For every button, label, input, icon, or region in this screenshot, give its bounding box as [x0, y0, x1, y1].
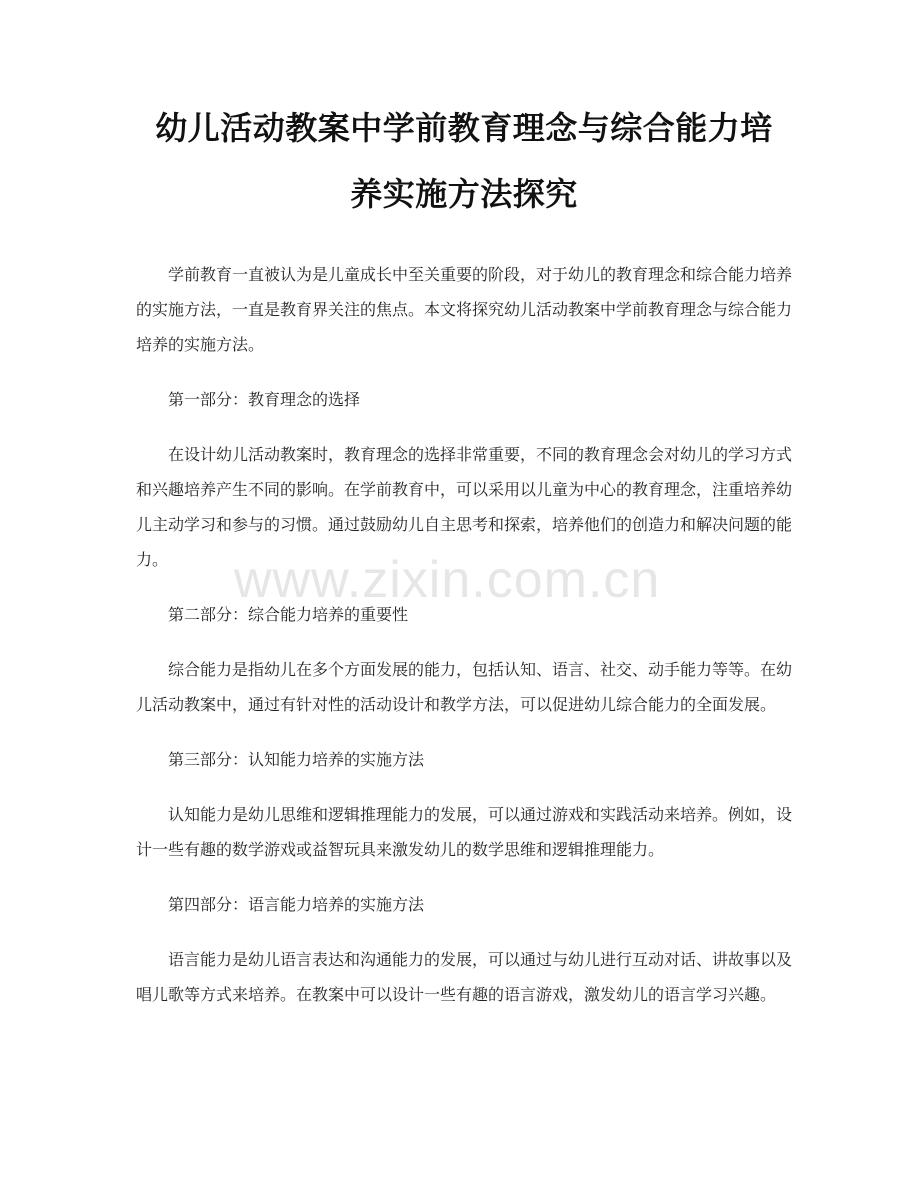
document-title [136, 95, 792, 227]
section-heading-1: 第一部分：教育理念的选择 [168, 390, 361, 409]
section-heading-3: 第三部分：认知能力培养的实施方法 [168, 750, 425, 769]
section-paragraph-4: 语言能力是幼儿语言表达和沟通能力的发展，可以通过与幼儿进行互动对话、讲故事以及唱儿歌等方式来培养。在教案中可以设计一些有趣的语言游戏，激发幼儿的语言学习兴趣。 [136, 950, 793, 1004]
section-paragraph-1: 在设计幼儿活动教案时，教育理念的选择非常重要，不同的教育理念会对幼儿的学习方式和兴趣培养产生不同的影响。在学前教育中，可以采用以儿童为中心的教育理念，注重培养幼儿主动学习和参与的习惯。通过鼓励幼儿自主思考和探索，培养他们的创造力和解决问题的能力。 [136, 445, 793, 569]
section-heading-2: 第二部分：综合能力培养的重要性 [168, 605, 409, 624]
title-line-2: 养实施方法探究 [350, 175, 578, 213]
section-paragraph-2: 综合能力是指幼儿在多个方面发展的能力，包括认知、语言、社交、动手能力等等。在幼儿活动教案中，通过有针对性的活动设计和教学方法，可以促进幼儿综合能力的全面发展。 [136, 660, 793, 714]
title-line-1: 幼儿活动教案中学前教育理念与综合能力培 [155, 109, 773, 147]
section-paragraph-3: 认知能力是幼儿思维和逻辑推理能力的发展，可以通过游戏和实践活动来培养。例如，设计一些有趣的数学游戏或益智玩具来激发幼儿的数学思维和逻辑推理能力。 [136, 805, 793, 859]
intro-paragraph: 学前教育一直被认为是儿童成长中至关重要的阶段，对于幼儿的教育理念和综合能力培养的实施方法，一直是教育界关注的焦点。本文将探究幼儿活动教案中学前教育理念与综合能力培养的实施方法。 [136, 265, 793, 354]
document-body [136, 257, 792, 1012]
watermark: www.zixin.com.cn [234, 551, 661, 609]
section-heading-4: 第四部分：语言能力培养的实施方法 [168, 895, 425, 914]
